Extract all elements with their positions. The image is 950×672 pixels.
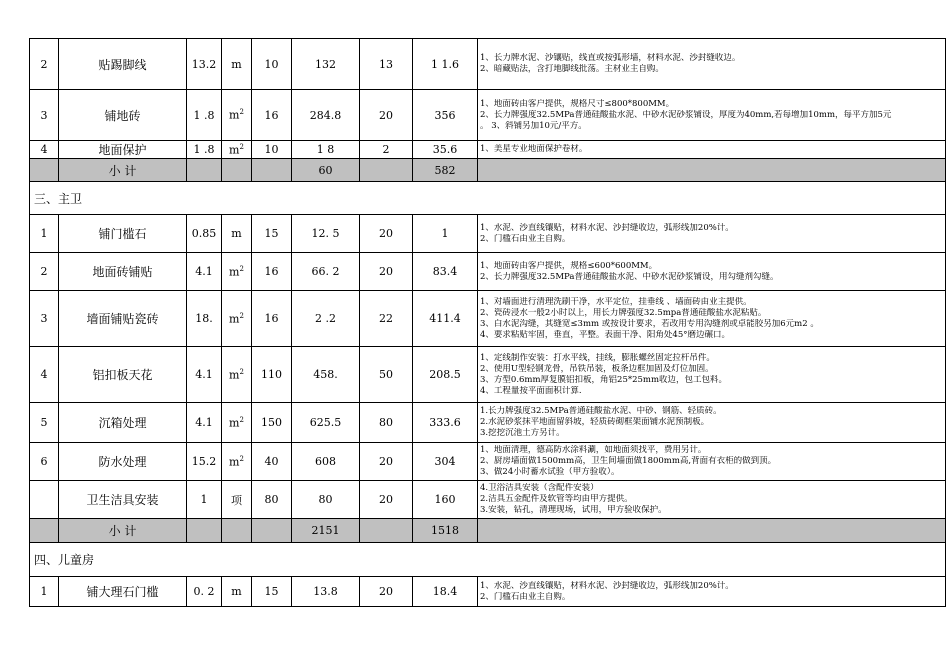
unit-price-cell: 150 [252, 403, 292, 443]
blank-cell [478, 159, 946, 182]
item-number: 4 [30, 347, 59, 403]
description-line: 1.长力牌强度32.5MPa普通硅酸盐水泥、中砂、钢筋、轻质砖。 [480, 406, 722, 416]
item-name: 铺门槛石 [59, 215, 187, 253]
total-cell: 304 [413, 443, 478, 481]
blank-cell [222, 519, 252, 543]
description-cell [478, 481, 946, 519]
description-cell [478, 141, 946, 159]
description-line: 2、门槛石由业主自购。 [480, 233, 571, 244]
item-name: 地面砖铺贴 [59, 253, 187, 291]
quantity-cell: 0. 2 [187, 577, 222, 607]
description-cell [478, 443, 946, 481]
unit-price-cell: 10 [252, 141, 292, 159]
item-name: 铺地砖 [59, 90, 187, 141]
unit-cell: $m^2$ [222, 90, 252, 141]
item-number: 1 [30, 577, 59, 607]
subtotal-total: 1518 [413, 519, 478, 543]
description-line: 2、瓷砖浸水一般2小时以上，用长力牌强度32.5mpa普通硅酸盐水泥粘贴。 [480, 307, 767, 318]
blank-cell [30, 159, 59, 182]
blank-cell [30, 519, 59, 543]
item-number: 3 [30, 90, 59, 141]
item-name: 防水处理 [59, 443, 187, 481]
description-line: 2.水泥砂浆抹平地面留斜坡，轻质砖砌框架面铺水泥预制板。 [480, 417, 710, 427]
amount-cell: 458. [292, 347, 360, 403]
subtotal-total: 582 [413, 159, 478, 182]
description-line: 4、工程量按平面面积计算. [480, 385, 582, 396]
amount-cell: 608 [292, 443, 360, 481]
subtotal-amount: 60 [292, 159, 360, 182]
unit-price-cell: 16 [252, 291, 292, 347]
blank-cell [360, 519, 413, 543]
rate-cell: 22 [360, 291, 413, 347]
quantity-cell: 15.2 [187, 443, 222, 481]
rate-cell: 20 [360, 443, 413, 481]
blank-cell [478, 519, 946, 543]
item-name: 墙面铺贴瓷砖 [59, 291, 187, 347]
description-line: 2、长力牌强度32.5MPa普通硅酸盐水泥、中砂水泥砂浆铺设，厚度为40mm,若每增加10mm，每平方加5元 [480, 109, 892, 120]
total-cell: 356 [413, 90, 478, 141]
item-number: 3 [30, 291, 59, 347]
quantity-cell: 1 [187, 481, 222, 519]
description-line: 1、对墙面进行清理洗刷干净，水平定位，挂垂线 、墙面砖由业主提供。 [480, 296, 752, 307]
quantity-cell: 13.2 [187, 39, 222, 90]
unit-price-cell: 110 [252, 347, 292, 403]
description-cell [478, 403, 946, 443]
description-line: 3、做24小时蓄水试验（甲方验收）。 [480, 467, 620, 477]
description-cell [478, 253, 946, 291]
rate-cell: 20 [360, 90, 413, 141]
blank-cell [187, 519, 222, 543]
total-cell: 208.5 [413, 347, 478, 403]
description-line: 3.安装，钻孔，清理现场，试用，甲方验收保护。 [480, 505, 667, 515]
quotation-table [29, 38, 946, 607]
blank-cell [222, 159, 252, 182]
description-line: 1、美星专业地面保护卷材。 [480, 144, 588, 154]
rate-cell: 20 [360, 481, 413, 519]
unit-cell: $m^2$ [222, 403, 252, 443]
item-name: 铺大理石门槛 [59, 577, 187, 607]
unit-price-cell: 16 [252, 253, 292, 291]
unit-cell: m [222, 39, 252, 90]
item-name: 沉箱处理 [59, 403, 187, 443]
quantity-cell: 18. [187, 291, 222, 347]
unit-price-cell: 15 [252, 577, 292, 607]
table-row [30, 141, 946, 159]
description-line: 。 3、斜铺另加10元/平方。 [480, 120, 587, 131]
description-line: 2、厨房墙面做1500mm高，卫生间墙面做1800mm高,背面有衣柜的做到顶。 [480, 456, 777, 466]
unit-price-cell: 40 [252, 443, 292, 481]
table-row [30, 403, 946, 443]
total-cell: 35.6 [413, 141, 478, 159]
unit-cell: m [222, 577, 252, 607]
subtotal-row [30, 519, 946, 543]
description-line: 2、门槛石由业主自购。 [480, 591, 571, 602]
item-number: 6 [30, 443, 59, 481]
item-name: 铝扣板天花 [59, 347, 187, 403]
table-row [30, 291, 946, 347]
description-line: 3、方型0.6mm厚复膜铝扣板，角铝25*25mm收边，包工包料。 [480, 374, 728, 385]
section-heading-row [30, 182, 946, 215]
table-row [30, 215, 946, 253]
amount-cell: 1 8 [292, 141, 360, 159]
description-cell [478, 577, 946, 607]
description-cell [478, 215, 946, 253]
unit-cell: $m^2$ [222, 141, 252, 159]
table-row [30, 443, 946, 481]
amount-cell: 284.8 [292, 90, 360, 141]
description-cell [478, 291, 946, 347]
quantity-cell: 4.1 [187, 403, 222, 443]
table-row [30, 90, 946, 141]
item-number: 2 [30, 39, 59, 90]
description-line: 2、长力牌强度32.5MPa普通硅酸盐水泥、中砂水泥砂浆铺设，用勾缝剂勾缝。 [480, 271, 779, 282]
item-number: 4 [30, 141, 59, 159]
section-heading-row [30, 543, 946, 577]
description-line: 1、地面清理，德高防水涂料涮，如地面须找平，费用另计。 [480, 445, 707, 455]
description-line: 1、地面砖由客户提供，规格尺寸≤800*800MM。 [480, 98, 675, 109]
item-number: 1 [30, 215, 59, 253]
item-name: 地面保护 [59, 141, 187, 159]
total-cell: 1 1.6 [413, 39, 478, 90]
amount-cell: 625.5 [292, 403, 360, 443]
description-line: 4.卫浴洁具安装（含配件安装） [480, 483, 599, 493]
unit-cell: $m^2$ [222, 253, 252, 291]
unit-cell: $m^2$ [222, 347, 252, 403]
unit-price-cell: 16 [252, 90, 292, 141]
quantity-cell: 4.1 [187, 347, 222, 403]
quantity-cell: 1 .8 [187, 90, 222, 141]
unit-cell: $m^2$ [222, 443, 252, 481]
description-cell [478, 90, 946, 141]
amount-cell: 132 [292, 39, 360, 90]
blank-cell [360, 159, 413, 182]
description-line: 2、暗藏贴法，含打地脚线批荡。主材业主自购。 [480, 64, 664, 74]
subtotal-label: 小 计 [59, 519, 187, 543]
blank-cell [252, 159, 292, 182]
rate-cell: 2 [360, 141, 413, 159]
rate-cell: 20 [360, 577, 413, 607]
description-line: 4、要求粘贴牢固，垂直，平整。表面干净、阳角处45°磨边碾口。 [480, 329, 730, 340]
total-cell: 18.4 [413, 577, 478, 607]
unit-price-cell: 80 [252, 481, 292, 519]
total-cell: 160 [413, 481, 478, 519]
section-heading: 三、主卫 [30, 182, 946, 215]
description-line: 1、定线制作安装：打水平线，挂线，膨胀螺丝固定拉杆吊件。 [480, 352, 715, 363]
rate-cell: 20 [360, 215, 413, 253]
description-line: 1、水泥、沙直线镶贴，材料水泥、沙封缝收边，弧形线加20%计。 [480, 222, 734, 233]
amount-cell: 2 .2 [292, 291, 360, 347]
table-row [30, 577, 946, 607]
amount-cell: 12. 5 [292, 215, 360, 253]
table-row [30, 347, 946, 403]
unit-cell: $m^2$ [222, 291, 252, 347]
description-cell [478, 347, 946, 403]
amount-cell: 80 [292, 481, 360, 519]
total-cell: 83.4 [413, 253, 478, 291]
description-line: 2.洁具五金配件及软管等均由甲方提供。 [480, 494, 633, 504]
quantity-cell: 4.1 [187, 253, 222, 291]
section-heading: 四、儿童房 [30, 543, 946, 577]
rate-cell: 20 [360, 253, 413, 291]
table-row [30, 39, 946, 90]
blank-cell [187, 159, 222, 182]
total-cell: 411.4 [413, 291, 478, 347]
item-name: 贴踢脚线 [59, 39, 187, 90]
description-line: 3.挖挖沉池土方另计。 [480, 428, 565, 438]
description-line: 3、白水泥沟缝，其缝宽≤3mm 或按设计要求，若改用专用沟缝剂或卓能胶另加6元m2 。 [480, 318, 819, 329]
total-cell: 333.6 [413, 403, 478, 443]
unit-cell: 项 [222, 481, 252, 519]
subtotal-label: 小 计 [59, 159, 187, 182]
unit-price-cell: 15 [252, 215, 292, 253]
rate-cell: 50 [360, 347, 413, 403]
quantity-cell: 1 .8 [187, 141, 222, 159]
unit-cell: m [222, 215, 252, 253]
amount-cell: 13.8 [292, 577, 360, 607]
quantity-cell: 0.85 [187, 215, 222, 253]
amount-cell: 66. 2 [292, 253, 360, 291]
rate-cell: 80 [360, 403, 413, 443]
total-cell: 1 [413, 215, 478, 253]
rate-cell: 13 [360, 39, 413, 90]
description-cell [478, 39, 946, 90]
item-name: 卫生洁具安装 [59, 481, 187, 519]
description-line: 2、使用U型轻钢龙骨，吊铁吊装，板条边框加固及灯位加固。 [480, 363, 714, 374]
description-line: 1、长力牌水泥、沙镶贴，线直或按弧形墙，材料水泥、沙封缝收边。 [480, 53, 741, 63]
table-row [30, 253, 946, 291]
subtotal-amount: 2151 [292, 519, 360, 543]
description-line: 1、地面砖由客户提供，规格≤600*600MM。 [480, 260, 658, 271]
item-number [30, 481, 59, 519]
description-line: 1、水泥、沙直线镶贴，材料水泥、沙封缝收边，弧形线加20%计。 [480, 580, 734, 591]
unit-price-cell: 10 [252, 39, 292, 90]
item-number: 5 [30, 403, 59, 443]
subtotal-row [30, 159, 946, 182]
item-number: 2 [30, 253, 59, 291]
blank-cell [252, 519, 292, 543]
table-row [30, 481, 946, 519]
